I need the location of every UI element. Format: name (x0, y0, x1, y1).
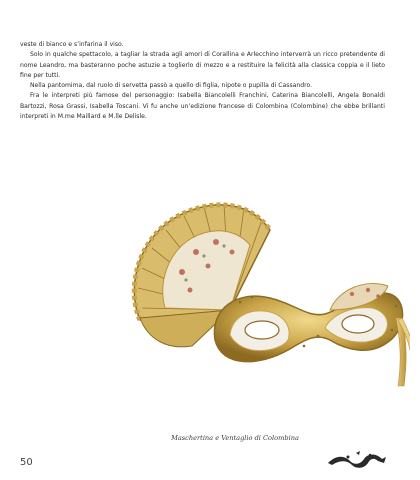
page-number: 50 (20, 457, 33, 468)
mask-and-fan-photo (120, 190, 410, 390)
figure-caption: Maschertina e Ventaglio di Colombina (171, 434, 299, 442)
paragraph-3: Nella pantomima, dal ruolo di servetta passò a quello di figlia, nipote o pupilla di Cassandro. (30, 82, 313, 90)
paragraph-2: Solo in qualche spettacolo, a tagliar la strada agli amori di Corallina e Arlecchino interverrà un ricco pretendente di nome Leandro, ma basteranno poche astuzie a toglierlo di mezzo e a restituire la felicità alla classica coppia e il lieto fine per tutti. (20, 51, 385, 79)
paragraph-4: Fra le interpreti più famose del personaggio: Isabella Biancolelli Franchini, Caterina Biancolelli, Angela Bonaldi Bartozzi, Rosa Grassi, Isabella Toscani. Vi fu anche un’edizione francese di Colombina (Colombine) che ebbe brillanti interpreti in M.me Maillard e M.lle Delisle. (20, 92, 385, 121)
body-text (20, 40, 385, 122)
mask (214, 283, 402, 361)
decorative-ornament-icon (326, 451, 388, 469)
ribbon (396, 318, 410, 386)
paragraph-1: veste di bianco e s’infarina il viso. (20, 41, 124, 48)
